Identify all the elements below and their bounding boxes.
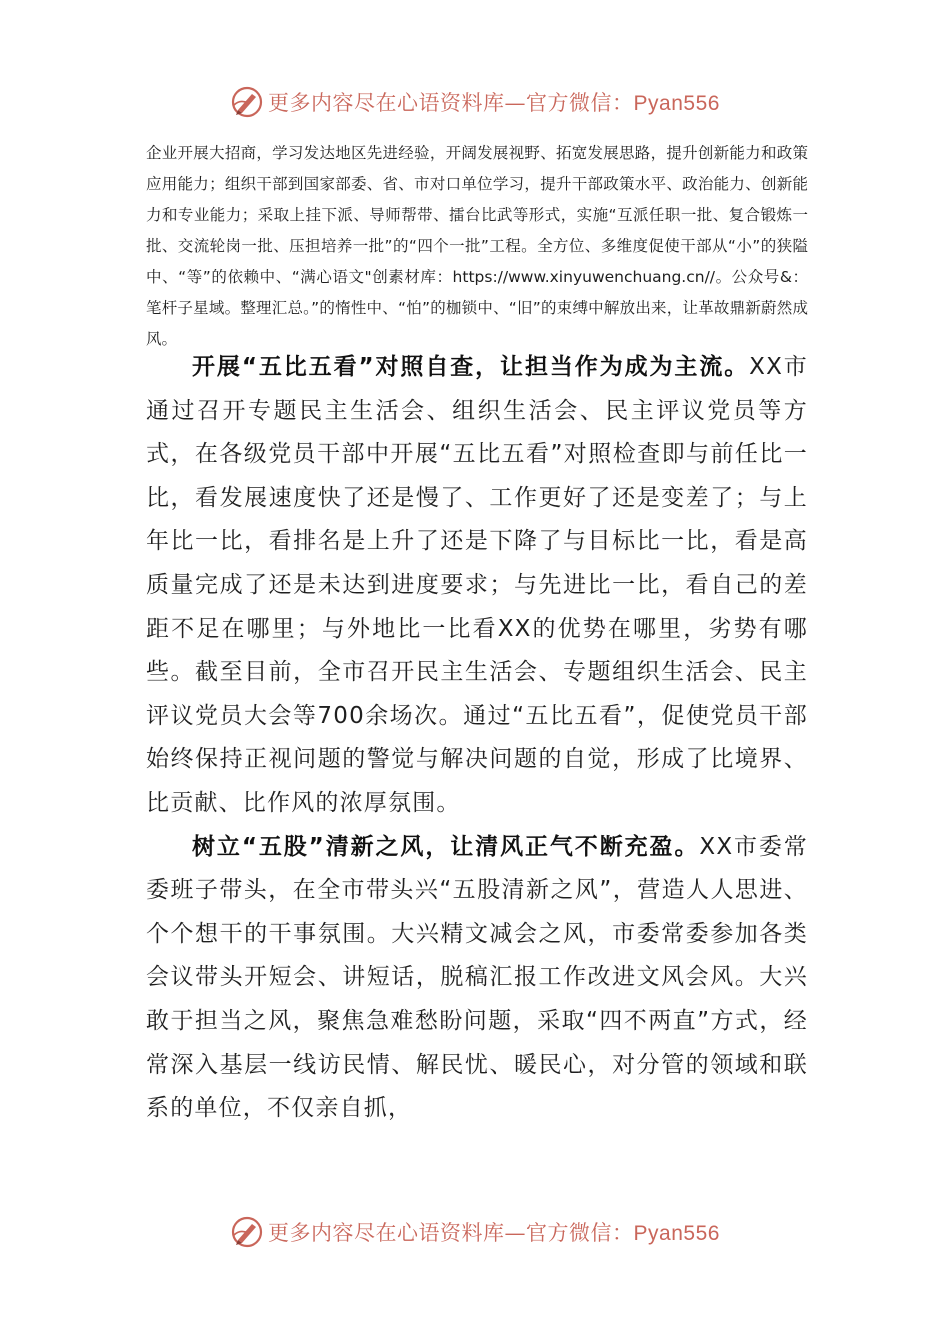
pen-logo-icon	[230, 85, 264, 119]
intro-paragraph: 企业开展大招商，学习发达地区先进经验，开阔发展视野、拓宽发展思路，提升创新能力和政策应用能力；组织干部到国家部委、省、市对口单位学习，提升干部政策水平、政治能力、创新能力和专业能力；采取上挂下派、导师帮带、擂台比武等形式，实施“互派任职一批、复合锻炼一批、交流轮岗一批、压担培养一批”的“四个一批”工程。全方位、多维度促使干部从“小”的狭隘中、“等”的依赖中、“满心语文"创素材库：https://www.xinyuwenchuang.cn//。公众号&：笔杆子星域。整理汇总。”的惰性中、“怕”的枷锁中、“旧”的束缚中解放出来，让革故鼎新蔚然成风。	[146, 144, 808, 348]
main-body	[146, 346, 808, 1131]
banner-text: 更多内容尽在心语资料库—官方微信：Pyan556	[268, 91, 720, 115]
section-paragraph	[146, 826, 808, 1131]
footer-banner	[0, 1212, 950, 1252]
section-paragraph	[146, 346, 808, 826]
wechat-id: Pyan556	[633, 92, 720, 115]
section-heading: 树立“五股”清新之风，让清风正气不断充盈。	[192, 833, 700, 860]
wechat-id: Pyan556	[633, 1222, 720, 1245]
pen-logo-icon	[230, 1215, 264, 1249]
section-body: XX市通过召开专题民主生活会、组织生活会、民主评议党员等方式，在各级党员干部中开展“五比五看”对照检查即与前任比一比，看发展速度快了还是慢了、工作更好了还是变差了；与上年比一比，看排名是上升了还是下降了与目标比一比，看是高质量完成了还是未达到进度要求；与先进比一比，看自己的差距不足在哪里；与外地比一比看XX的优势在哪里，劣势有哪些。截至目前，全市召开民主生活会、专题组织生活会、民主评议党员大会等700余场次。通过“五比五看”，促使党员干部始终保持正视问题的警觉与解决问题的自觉，形成了比境界、比贡献、比作风的浓厚氛围。	[146, 354, 808, 816]
section-heading: 开展“五比五看”对照自查，让担当作为成为主流。	[192, 354, 750, 380]
header-banner	[0, 82, 950, 122]
banner-text: 更多内容尽在心语资料库—官方微信：Pyan556	[268, 1221, 720, 1245]
section-body: XX市委常委班子带头，在全市带头兴“五股清新之风”，营造人人思进、个个想干的干事氛围。大兴精文减会之风，市委常委参加各类会议带头开短会、讲短话，脱稿汇报工作改进文风会风。大兴敢于担当之风，聚焦急难愁盼问题，采取“四不两直”方式，经常深入基层一线访民情、解民忧、暖民心，对分管的领域和联系的单位，不仅亲自抓，	[146, 833, 809, 1122]
